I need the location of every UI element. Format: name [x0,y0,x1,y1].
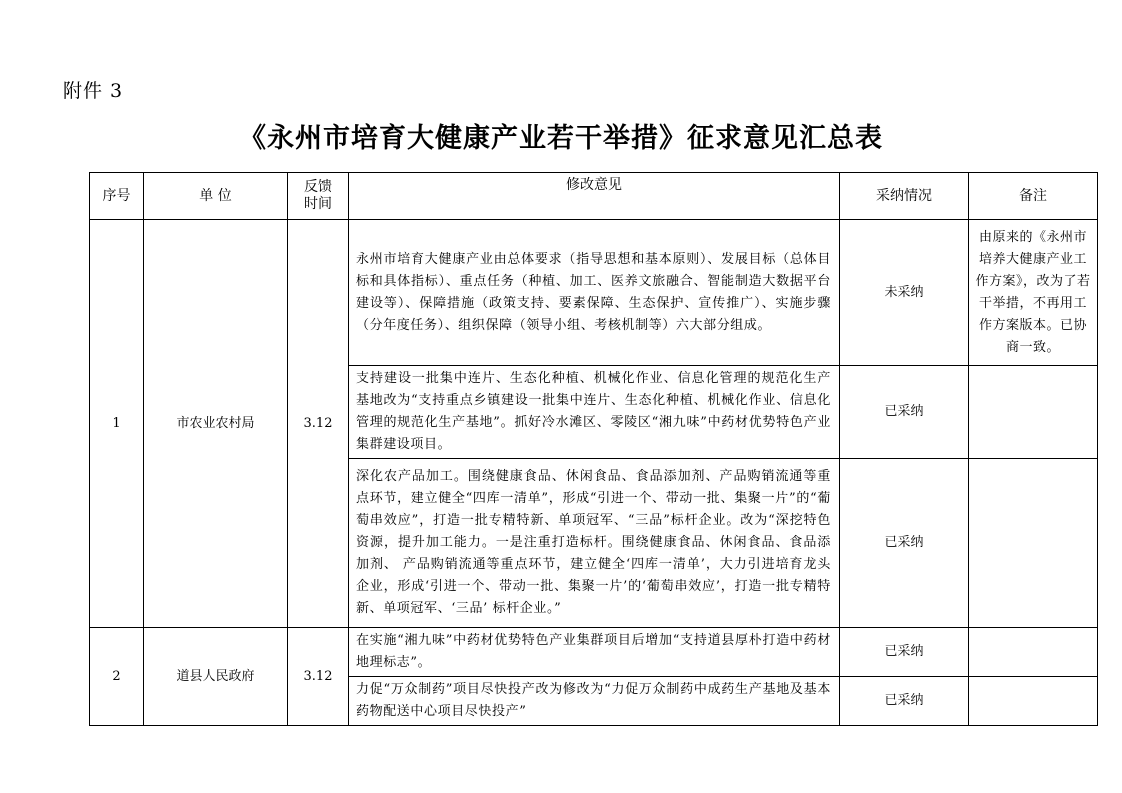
unit-cell: 市农业农村局 [144,220,288,628]
opinion-cell: 在实施“湘九味”中药材优势特色产业集群项目后增加“支持道县厚朴打造中药材地理标志”。 [349,628,840,677]
opinion-cell: 力促“万众制药”项目尽快投产改为修改为“力促万众制药中成药生产基地及基本药物配送中心项目尽快投产” [349,677,840,726]
header-adoption: 采纳情况 [840,173,969,220]
time-cell: 3.12 [288,220,349,628]
adoption-cell: 未采纳 [840,220,969,366]
feedback-summary-table [89,172,1098,726]
header-time-line2: 时间 [304,196,332,212]
table-header-row [90,173,1098,220]
remark-cell: 由原来的《永州市培养大健康产业工作方案》，改为了若干举措，不再用工作方案版本。已协商一致。 [969,220,1098,366]
unit-cell: 道县人民政府 [144,628,288,726]
annex-label: 附件 3 [63,80,124,102]
remark-cell [969,628,1098,677]
adoption-cell: 已采纳 [840,459,969,628]
header-seq: 序号 [90,173,144,220]
table-row [90,628,1098,677]
adoption-cell: 已采纳 [840,677,969,726]
adoption-cell: 已采纳 [840,366,969,459]
remark-cell [969,677,1098,726]
header-opinion: 修改意见 [349,173,840,220]
seq-cell: 1 [90,220,144,628]
adoption-cell: 已采纳 [840,628,969,677]
header-unit: 单 位 [144,173,288,220]
remark-cell [969,366,1098,459]
header-time-line1: 反馈 [304,179,332,195]
seq-cell: 2 [90,628,144,726]
header-remark: 备注 [969,173,1098,220]
time-cell: 3.12 [288,628,349,726]
opinion-cell: 永州市培育大健康产业由总体要求（指导思想和基本原则）、发展目标（总体目标和具体指标）、重点任务（种植、加工、医养文旅融合、智能制造大数据平台建设等）、保障措施（政策支持、要素保障、生态保护、宣传推广）、实施步骤（分年度任务）、组织保障（领导小组、考核机制等）六大部分组成。 [349,220,840,366]
table-row [90,220,1098,366]
remark-cell [969,459,1098,628]
opinion-cell: 深化农产品加工。围绕健康食品、休闲食品、食品添加剂、产品购销流通等重点环节，建立健全“四库一清单”，形成“引进一个、带动一批、集聚一片”的“葡萄串效应”，打造一批专精特新、单项冠军、“三品”标杆企业。改为“深挖特色资源，提升加工能力。一是注重打造标杆。围绕健康食品、休闲食品、食品添加剂、 产品购销流通等重点环节，建立健全‘四库一清单’，大力引进培育龙头企业，形成‘引进一个、带动一批、集聚一片’的‘葡萄串效应’，打造一批专精特新、单项冠军、‘三品’ 标杆企业。” [349,459,840,628]
opinion-cell: 支持建设一批集中连片、生态化种植、机械化作业、信息化管理的规范化生产基地改为“支持重点乡镇建设一批集中连片、生态化种植、机械化作业、信息化管理的规范化生产基地”。抓好冷水滩区、零陵区“湘九味”中药材优势特色产业集群建设项目。 [349,366,840,459]
header-time [288,173,349,220]
document-title: 《永州市培育大健康产业若干举措》征求意见汇总表 [239,123,883,154]
